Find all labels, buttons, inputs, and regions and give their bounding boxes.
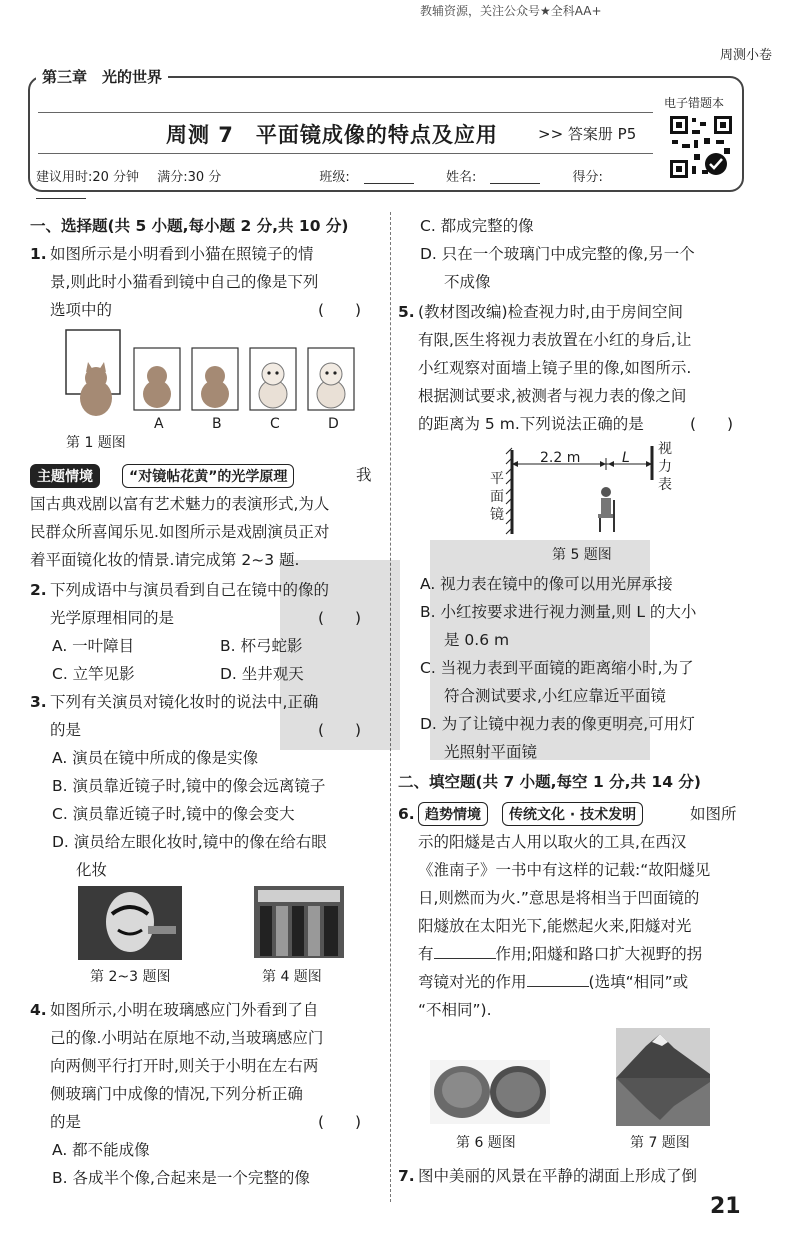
q1-option-b-label: B [212,416,222,432]
yangsui-mirrors-photo [430,1060,550,1124]
total-score: 满分:30 分 [157,170,222,185]
name-label: 姓名: [445,170,477,185]
q2-option-b[interactable]: B. 杯弓蛇影 [220,637,303,655]
option-c-cat[interactable] [250,348,296,410]
chapter-label: 第三章 光的世界 [36,66,168,87]
column-divider [390,212,391,1202]
q5-chart-char2: 力 [658,459,672,475]
title-row [38,112,653,154]
weekly-tag: 周测小卷 [719,48,772,63]
page-title: 周测 7 平面镜成像的特点及应用 [166,123,498,147]
theme-title: “对镜帖花黄”的光学原理 [122,464,294,488]
q1-option-d-label: D [328,416,339,432]
q2-option-d[interactable]: D. 坐井观天 [220,665,304,683]
q6-text-line3: 《淮南子》一书中有这样的记载:“故阳燧见 [418,861,711,879]
meta-row [36,166,656,200]
top-note: 教辅资源，关注公众号★全科AA+ [420,4,602,18]
q2-option-a[interactable]: A. 一叶障目 [52,637,135,655]
q3-text-line1: 下列有关演员对镜化妆时的说法中,正确 [50,693,319,711]
q3-number: 3. [30,693,47,711]
q1-option-c-label: C [270,416,280,432]
q5-chart-char3: 表 [658,477,672,493]
mountain-lake-photo [616,1028,710,1126]
q6-text-line2: 示的阳燧是古人用以取火的工具,在西汉 [418,833,687,851]
theme-badge: 主题情境 [30,464,100,488]
option-b-cat[interactable] [192,348,238,410]
class-label: 班级: [319,170,350,185]
q5-text-line4: 根据测试要求,被测者与视力表的像之间 [418,387,687,405]
q4-option-c[interactable]: C. 都成完整的像 [420,217,534,235]
q5-option-a[interactable]: A. 视力表在镜中的像可以用光屏承接 [420,575,673,593]
q2-option-c[interactable]: C. 立竿见影 [52,665,135,683]
class-field[interactable] [364,171,414,184]
q3-answer-paren[interactable]: ( ) [318,721,362,739]
opera-makeup-photo [78,886,182,960]
q5-text-line5: 的距离为 5 m.下列说法正确的是 [418,415,644,433]
q6-text-line8: “不相同”). [418,1001,492,1019]
q4-number: 4. [30,1001,47,1019]
q5-number: 5. [398,303,415,321]
trend-title: 传统文化 · 技术发明 [502,802,643,826]
q5-answer-paren[interactable]: ( ) [690,415,734,433]
q3-option-c[interactable]: C. 演员靠近镜子时,镜中的像会变大 [52,805,295,823]
q7-text-line1: 图中美丽的风景在平静的湖面上形成了倒 [418,1167,698,1185]
q3-option-a[interactable]: A. 演员在镜中所成的像是实像 [52,749,259,767]
q5-option-d-line1[interactable]: D. 为了让镜中视力表的像更明亮,可用灯 [420,715,695,733]
qr-label: 电子错题本 [664,96,725,110]
option-d-cat[interactable] [308,348,354,410]
answer-reference: >> 答案册 P5 [538,125,637,143]
q5-figure-caption: 第 5 题图 [552,547,612,563]
q5-L-label: L [622,450,630,466]
q6-text-line6 [418,940,702,968]
q5-option-b-line2: 是 0.6 m [444,631,510,649]
theme-text-line2: 国古典戏剧以富有艺术魅力的表演形式,为人 [30,495,330,513]
qr-code-icon[interactable] [668,114,734,180]
q5-text-line2: 有限,医生将视力表放置在小红的身后,让 [418,331,692,349]
q6-number: 6. [398,805,415,823]
q6-line7-start: 弯镜对光的作用 [418,973,527,991]
q6-text-line5: 阳燧放在太阳光下,能燃起火来,阳燧对光 [418,917,692,935]
q6-line6-start: 有 [418,945,434,963]
q3-option-d-line1[interactable]: D. 演员给左眼化妆时,镜中的像在给右眼 [52,833,327,851]
q4-text-line3: 向两侧平行打开时,则关于小明在左右两 [50,1057,319,1075]
score-field[interactable] [36,186,86,199]
fig-4-caption: 第 4 题图 [262,969,322,985]
q4-text-line1: 如图所示,小明在玻璃感应门外看到了自 [50,1001,319,1019]
q5-mirror-char1: 平 [490,471,504,487]
q7-number: 7. [398,1167,415,1185]
name-field[interactable] [490,171,540,184]
q6-line6-end: 作用;阳燧和路口扩大视野的拐 [495,945,703,963]
q6-line7-end: (选填“相同”或 [588,973,689,991]
q5-option-c-line1[interactable]: C. 当视力表到平面镜的距离缩小时,为了 [420,659,694,677]
q2-text-line2: 光学原理相同的是 [50,609,175,627]
fig-7-caption: 第 7 题图 [630,1135,690,1151]
q1-text-line1: 如图所示是小明看到小猫在照镜子的情 [50,245,314,263]
q5-option-d-line2: 光照射平面镜 [444,743,538,761]
q6-blank-1[interactable] [434,944,496,959]
q6-blank-2[interactable] [527,972,589,987]
q4-text-line4: 侧玻璃门中成像的情况,下列分析正确 [50,1085,303,1103]
q5-mirror-char3: 镜 [490,507,504,523]
q6-text-tail: 如图所 [690,805,737,823]
section-fill-heading: 二、填空题(共 7 小题,每空 1 分,共 14 分) [398,773,701,791]
fig-2-3-caption: 第 2~3 题图 [90,969,171,985]
q3-text-line2: 的是 [50,721,82,739]
q5-mirror-char2: 面 [490,489,504,505]
q4-text-line2: 己的像.小明站在原地不动,当玻璃感应门 [50,1029,324,1047]
q5-option-c-line2: 符合测试要求,小红应靠近平面镜 [444,687,666,705]
theme-text-tail: 我 [356,466,372,484]
seated-person-icon [598,487,614,532]
q1-text-line3: 选项中的 [50,301,113,319]
q1-option-a-label: A [154,416,164,432]
q2-number: 2. [30,581,47,599]
q6-text-line4: 日,则燃而为火.”意思是将相当于凹面镜的 [418,889,700,907]
q4-option-d-line1[interactable]: D. 只在一个玻璃门中成完整的像,另一个 [420,245,695,263]
q1-answer-paren[interactable]: ( ) [318,301,362,319]
q3-option-b[interactable]: B. 演员靠近镜子时,镜中的像会远离镜子 [52,777,326,795]
trend-badge: 趋势情境 [418,802,488,826]
q6-text-line7 [418,968,688,996]
q5-distance-label: 2.2 m [540,450,581,466]
page-number: 21 [710,1194,741,1219]
q2-answer-paren[interactable]: ( ) [318,609,362,627]
q5-chart-char1: 视 [658,441,672,457]
fig-6-caption: 第 6 题图 [456,1135,516,1151]
theme-text-line3: 民群众所喜闻乐见.如图所示是戏剧演员正对 [30,523,330,541]
score-label: 得分: [572,170,603,185]
theme-text-line4: 着平面镜化妆的情景.请完成第 2~3 题. [30,551,300,569]
glass-door-photo [254,886,344,958]
suggested-time: 建议用时:20 分钟 [36,170,140,185]
q5-mirror-label [490,470,504,524]
q2-text-line1: 下列成语中与演员看到自己在镜中的像的 [50,581,330,599]
q5-chart-label [658,440,672,494]
q4-option-b[interactable]: B. 各成半个像,合起来是一个完整的像 [52,1169,310,1187]
q1-figure [62,328,362,424]
q1-number: 1. [30,245,47,263]
q4-option-d-line2: 不成像 [444,273,491,291]
q3-option-d-line2: 化妆 [76,861,108,879]
q1-figure-caption: 第 1 题图 [66,435,126,451]
q5-option-b-line1[interactable]: B. 小红按要求进行视力测量,则 L 的大小 [420,603,697,621]
q5-text-line1: (教材图改编)检查视力时,由于房间空间 [418,303,684,321]
section-choice-heading: 一、选择题(共 5 小题,每小题 2 分,共 10 分) [30,217,349,235]
q4-answer-paren[interactable]: ( ) [318,1113,362,1131]
option-a-cat[interactable] [134,348,180,410]
q4-text-line5: 的是 [50,1113,82,1131]
q4-option-a[interactable]: A. 都不能成像 [52,1141,150,1159]
q1-text-line2: 景,则此时小猫看到镜中自己的像是下列 [50,273,319,291]
q5-text-line3: 小红观察对面墙上镜子里的像,如图所示. [418,359,692,377]
